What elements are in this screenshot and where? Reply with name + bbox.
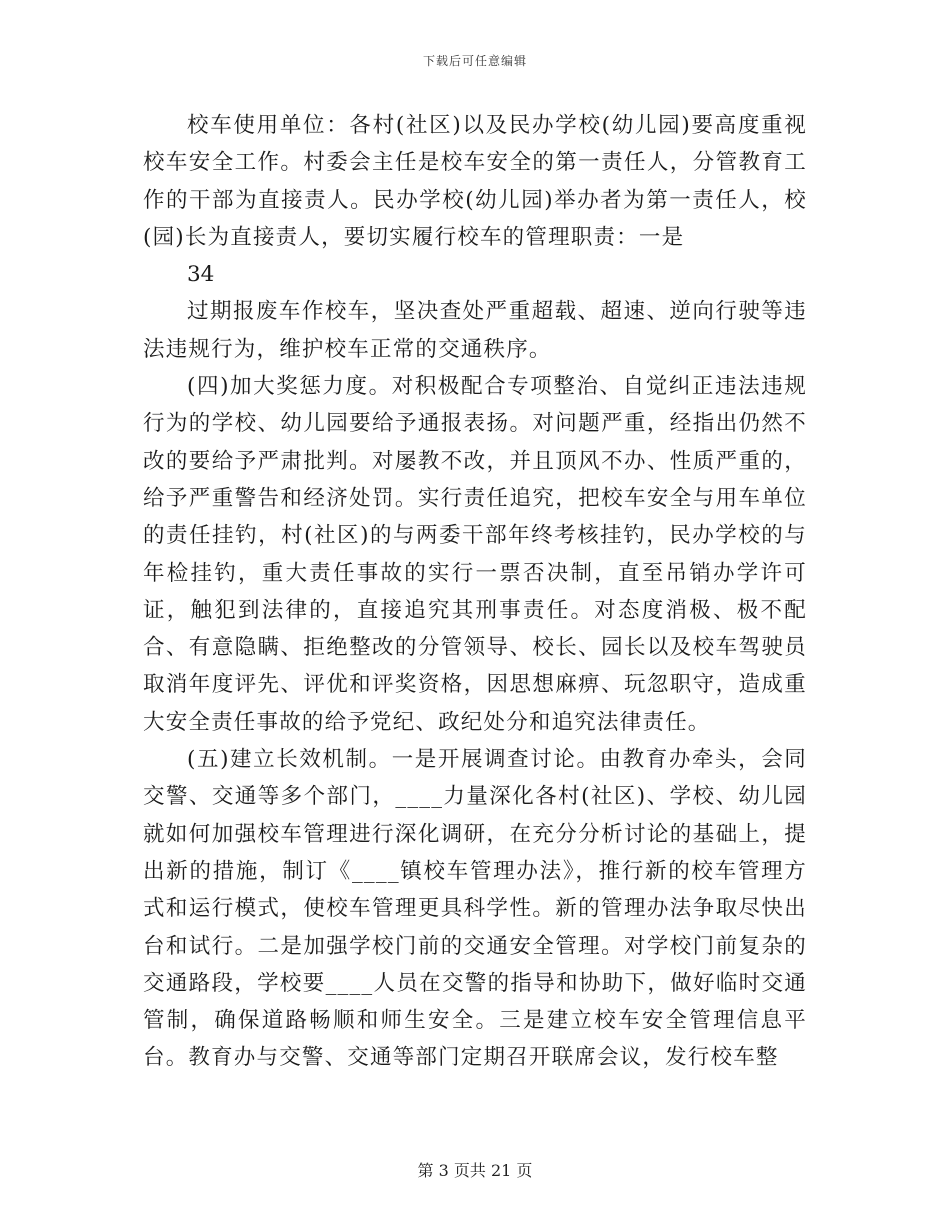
paragraph-page-fragment: 34 — [187, 262, 215, 288]
paragraph-expired-vehicles: 过期报废车作校车，坚决查处严重超载、超速、逆向行驶等违法违规行为，维护校车正常的交通秩序。 — [143, 299, 807, 362]
paragraph-rewards-penalties: (四)加大奖惩力度。对积极配合专项整治、自觉纠正违法违规行为的学校、幼儿园要给予通报表扬。对问题严重，经指出仍然不改的要给予严肃批判。对屡教不改，并且顶风不办、性质严重的，给予严重警告和经济处罚。实行责任追究，把校车安全与用车单位的责任挂钓，村(社区)的与两委干部年终考核挂钓，民办学校的与年检挂钓，重大责任事故的实行一票否决制，直至吊销办学许可证，触犯到法律的，直接追究其刑事责任。对态度消极、极不配合、有意隐瞒、拒绝整改的分管领导、校长、园长以及校车驾驶员取消年度评先、评优和评奖资格，因思想麻痹、玩忽职守，造成重大安全责任事故的给予党纪、政纪处分和追究法律责任。 — [143, 374, 807, 735]
document-body — [143, 107, 807, 1077]
page-footer: 第 3 页共 21 页 — [417, 1161, 533, 1180]
paragraph-long-term-mechanism: (五)建立长效机制。一是开展调查讨论。由教育办牵头，会同交警、交通等多个部门，____力量深化各村(社区)、学校、幼儿园就如何加强校车管理进行深化调研，在充分分析讨论的基础上，提出新的措施，制订《____镇校车管理办法》，推行新的校车管理方式和运行模式，使校车管理更具科学性。新的管理办法争取尽快出台和试行。二是加强学校门前的交通安全管理。对学校门前复杂的交通路段，学校要____人员在交警的指导和协助下，做好临时交通管制，确保道路畅顺和师生安全。三是建立校车安全管理信息平台。教育办与交警、交通等部门定期召开联席会议，发行校车整 — [143, 747, 807, 1071]
page-header: 下载后可任意编辑 — [422, 54, 527, 68]
paragraph-school-bus-units: 校车使用单位：各村(社区)以及民办学校(幼儿园)要高度重视校车安全工作。村委会主任是校车安全的第一责任人，分管教育工作的干部为直接责人。民办学校(幼儿园)举办者为第一责任人，校(园)长为直接责人，要切实履行校车的管理职责：一是 — [143, 113, 807, 250]
